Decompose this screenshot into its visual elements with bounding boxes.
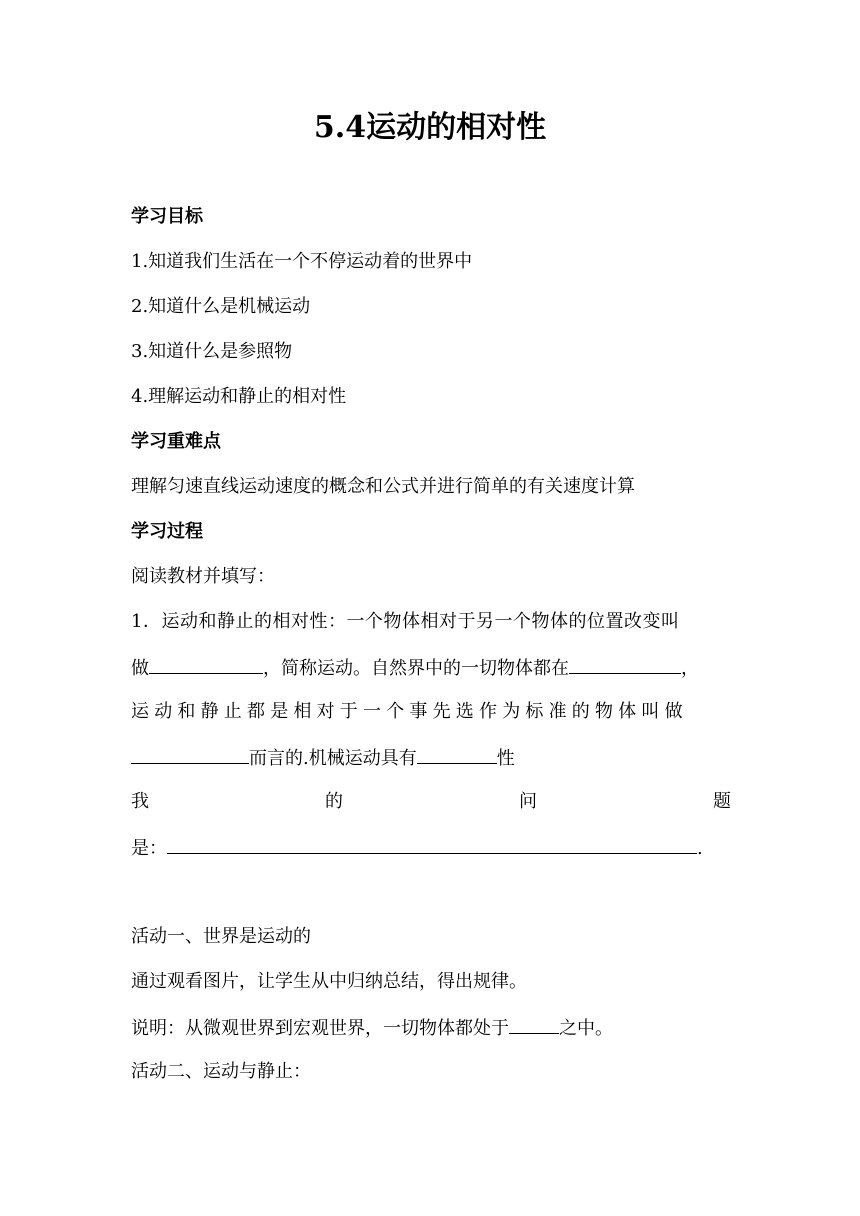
my-question-char-1: 我 bbox=[131, 791, 149, 812]
fill-blank-4[interactable] bbox=[417, 743, 497, 764]
page-title: 5.4运动的相对性 bbox=[313, 110, 547, 145]
question-1-text-a: 做 bbox=[131, 658, 149, 679]
activity-1-note-text-a: 说明：从微观世界到宏观世界，一切物体都处于 bbox=[131, 1018, 509, 1039]
key-points-text: 理解匀速直线运动速度的概念和公式并进行简单的有关速度计算 bbox=[131, 476, 635, 497]
goal-item-3: 3.知道什么是参照物 bbox=[131, 341, 293, 362]
fill-blank-2[interactable] bbox=[569, 653, 681, 674]
my-question-prefix: 是： bbox=[131, 838, 167, 859]
goal-item-2: 2.知道什么是机械运动 bbox=[131, 296, 311, 317]
question-1-text-e: 性 bbox=[496, 748, 515, 769]
process-heading: 学习过程 bbox=[131, 521, 203, 542]
fill-blank-5[interactable] bbox=[509, 1013, 559, 1034]
read-instruction: 阅读教材并填写： bbox=[131, 566, 275, 587]
question-1-line-2 bbox=[131, 653, 731, 683]
goal-item-1: 1.知道我们生活在一个不停运动着的世界中 bbox=[131, 251, 473, 272]
goal-item-4: 4.理解运动和静止的相对性 bbox=[131, 386, 347, 407]
question-1-text-b: ，简称运动。自然界中的一切物体都在 bbox=[263, 658, 569, 679]
my-question-char-3: 问 bbox=[519, 791, 537, 812]
question-1-line-4 bbox=[131, 743, 731, 773]
question-1-text-c: ， bbox=[681, 658, 699, 679]
activity-1-note bbox=[131, 1013, 731, 1043]
question-1-text-d: 而言的.机械运动具有 bbox=[249, 748, 417, 769]
activity-1-note-text-b: 之中。 bbox=[559, 1018, 613, 1039]
activity-1-text: 通过观看图片，让学生从中归纳总结，得出规律。 bbox=[131, 971, 527, 992]
my-question-line bbox=[131, 833, 731, 863]
activity-1-title: 活动一、世界是运动的 bbox=[131, 926, 311, 947]
my-question-label-row bbox=[131, 788, 731, 816]
fill-blank-1[interactable] bbox=[149, 653, 263, 674]
my-question-char-2: 的 bbox=[325, 791, 343, 812]
question-1-line-1: 1．运动和静止的相对性：一个物体相对于另一个物体的位置改变叫 bbox=[131, 611, 680, 632]
fill-blank-3[interactable] bbox=[131, 743, 249, 764]
key-points-heading: 学习重难点 bbox=[131, 431, 221, 452]
goals-heading: 学习目标 bbox=[131, 206, 203, 227]
my-question-blank[interactable] bbox=[167, 833, 697, 854]
activity-2-title: 活动二、运动与静止： bbox=[131, 1061, 311, 1082]
my-question-end: . bbox=[697, 838, 703, 859]
my-question-char-4: 题 bbox=[713, 791, 731, 812]
question-1-line-3: 运动和静止都是相对于一个事先选作为标准的物体叫做 bbox=[131, 701, 688, 722]
